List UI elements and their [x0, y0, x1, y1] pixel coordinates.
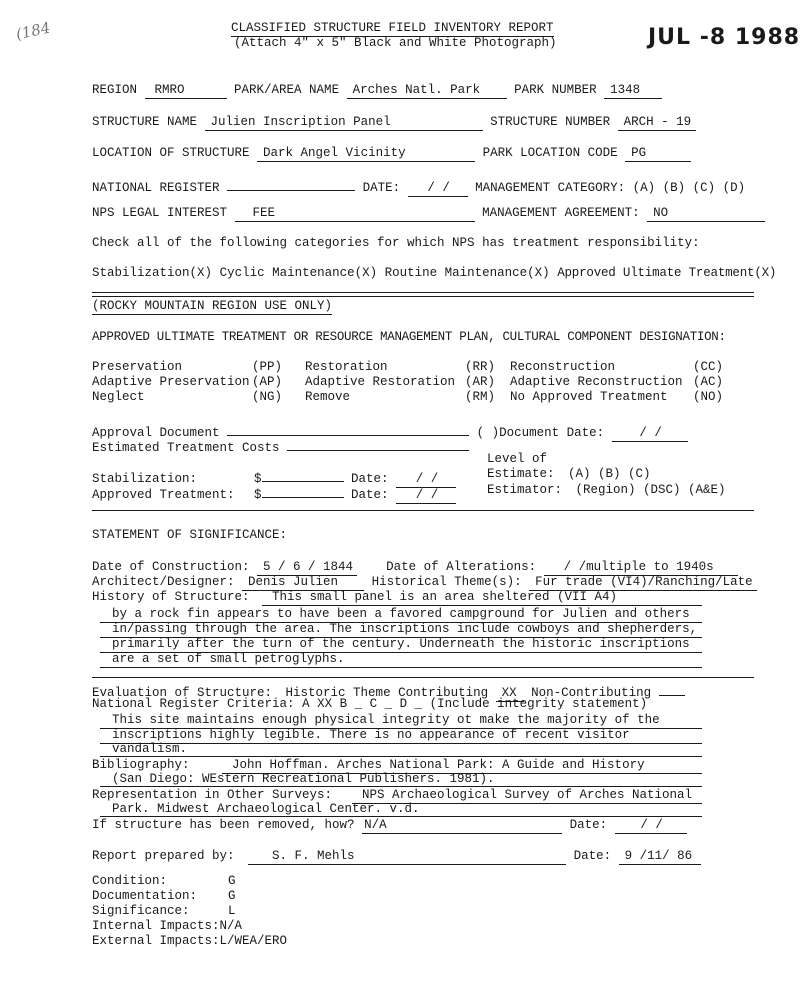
significance-row [92, 904, 236, 919]
historical-theme-label: Historical Theme(s): [371, 575, 522, 589]
stabilization-check-label: Stabilization [92, 266, 190, 280]
stabilization-date-field[interactable]: / / [396, 472, 456, 488]
section-divider-top-2 [92, 296, 754, 297]
level-of-label: Level of [487, 452, 548, 466]
condition-label: Condition: [92, 874, 168, 888]
date-of-construction-row [92, 560, 738, 576]
estimate-label: Estimate: [487, 467, 555, 481]
cyclic-maintenance-check[interactable] [220, 266, 378, 280]
integrity-rule-2 [100, 743, 702, 744]
integrity-line-3[interactable]: vandalism. [112, 742, 188, 756]
approved-treatment-date-field[interactable]: / / [396, 488, 456, 504]
section-divider-lower [92, 677, 754, 678]
document-date-field[interactable]: / / [612, 426, 688, 442]
integrity-rule-3 [100, 756, 702, 757]
legal-interest-label: NPS LEGAL INTEREST [92, 206, 228, 220]
park-location-code-field[interactable]: PG [625, 146, 691, 162]
history-line-5[interactable]: are a set of small petroglyphs. [112, 652, 345, 666]
stabilization-cost-label: Stabilization: [92, 472, 198, 486]
park-area-label: PARK/AREA NAME [234, 83, 340, 97]
date-of-alterations-label: Date of Alterations: [386, 560, 537, 574]
significance-value[interactable]: L [228, 904, 236, 918]
designation-rm[interactable]: Remove [305, 390, 351, 404]
designation-ar-code: (AR) [465, 375, 496, 389]
approval-document-field[interactable] [227, 421, 469, 436]
prepared-by-label: Report prepared by: [92, 849, 235, 863]
architect-label: Architect/Designer: [92, 575, 235, 589]
region-row [92, 83, 662, 99]
nr-criteria-field[interactable]: A XX B _ C _ D _ [302, 697, 423, 711]
history-label: History of Structure: [92, 590, 250, 604]
stabilization-check-mark: (X) [189, 266, 213, 280]
architect-row [92, 575, 757, 591]
documentation-row [92, 889, 236, 904]
estimated-costs-field[interactable] [287, 436, 469, 451]
history-rule-5 [100, 667, 702, 668]
designation-row-1 [92, 360, 723, 375]
estimated-costs-label: Estimated Treatment Costs [92, 441, 280, 455]
structure-number-label: STRUCTURE NUMBER [490, 115, 611, 129]
external-impacts-value[interactable]: L/WEA/ERO [219, 934, 288, 948]
removed-date-field[interactable]: / / [615, 818, 687, 834]
removed-field[interactable]: N/A [362, 818, 562, 834]
representation-line-1[interactable]: NPS Archaeological Survey of Arches National [362, 788, 693, 802]
routine-maintenance-check[interactable] [385, 266, 550, 280]
estimator-label: Estimator: [487, 483, 563, 497]
park-location-code-label: PARK LOCATION CODE [482, 146, 618, 160]
estimator-options[interactable]: (Region) (DSC) (A&E) [575, 483, 726, 497]
approved-ultimate-header: APPROVED ULTIMATE TREATMENT OR RESOURCE MANAGEMENT PLAN, CULTURAL COMPONENT DESIGNATION: [92, 330, 726, 344]
bibliography-label: Bibliography: [92, 758, 190, 772]
removed-row [92, 818, 687, 834]
non-contributing-field[interactable] [659, 681, 685, 696]
external-impacts-row [92, 934, 287, 949]
routine-maintenance-check-label: Routine Maintenance [384, 266, 528, 280]
margin-annotation: (184 [14, 18, 52, 44]
management-agreement-label: MANAGEMENT AGREEMENT: [482, 206, 640, 220]
history-line-1[interactable]: This small panel is an area sheltered (VII A4) [272, 590, 618, 604]
section-divider-middle [92, 510, 754, 511]
bibliography-line-1[interactable]: John Hoffman. Arches National Park: A Guide and History [232, 758, 645, 772]
contributing-field[interactable]: XX [496, 686, 524, 702]
designation-pp[interactable]: Preservation [92, 360, 183, 374]
representation-line-2[interactable]: Park. Midwest Archaeological Center. v.d. [112, 802, 420, 816]
internal-impacts-label: Internal Impacts: [92, 919, 220, 933]
date-of-construction-field[interactable]: 5 / 6 / 1844 [257, 560, 357, 576]
park-area-field[interactable]: Arches Natl. Park [347, 83, 507, 99]
designation-ap-code: (AP) [252, 375, 283, 389]
park-number-field[interactable]: 1348 [604, 83, 662, 99]
designation-ng-code: (NG) [252, 390, 283, 404]
history-line-4[interactable]: primarily after the turn of the century. Underneath the historic inscriptions [112, 637, 690, 651]
history-line-3[interactable]: in/passing through the area. The inscriptions include cowboys and shepherders, [112, 622, 698, 636]
estimated-costs-row [92, 436, 469, 456]
stabilization-currency: $ [254, 472, 262, 486]
designation-ap[interactable]: Adaptive Preservation [92, 375, 250, 389]
history-rule-1 [262, 605, 702, 606]
external-impacts-label: External Impacts: [92, 934, 220, 948]
evaluation-label: Evaluation of Structure: [92, 686, 273, 700]
national-register-field[interactable] [227, 176, 355, 191]
architect-field[interactable]: Denis Julien [242, 575, 364, 591]
integrity-line-2[interactable]: inscriptions highly legible. There is no appearance of recent visitor [112, 728, 630, 742]
prepared-date-field[interactable]: 9 /11/ 86 [619, 849, 701, 865]
designation-pp-code: (PP) [252, 360, 283, 374]
management-agreement-field[interactable]: NO [647, 206, 765, 222]
approved-treatment-currency: $ [254, 488, 262, 502]
significance-header: STATEMENT OF SIGNIFICANCE: [92, 528, 288, 542]
designation-cc-code: (CC) [693, 360, 724, 374]
location-row [92, 146, 691, 162]
region-field[interactable]: RMRO [145, 83, 227, 99]
internal-impacts-value[interactable]: N/A [219, 919, 243, 933]
significance-label: Significance: [92, 904, 190, 918]
designation-cc[interactable]: Reconstruction [510, 360, 616, 374]
legal-interest-field[interactable]: FEE [235, 206, 475, 222]
national-register-row [92, 176, 745, 197]
structure-number-field[interactable]: ARCH - 19 [618, 115, 696, 131]
approved-ultimate-treatment-check-label: Approved Ultimate Treatment [557, 266, 755, 280]
treatment-checks-row [92, 266, 776, 281]
estimate-row [487, 467, 651, 482]
historical-theme-field[interactable]: Fur trade (VI4)/Ranching/Late [529, 575, 757, 591]
check-instruction: Check all of the following categories for which NPS has treatment responsibility: [92, 236, 700, 250]
approved-treatment-cost-field[interactable] [262, 483, 344, 498]
approved-treatment-date-label: Date: [351, 488, 389, 502]
stabilization-cost-field[interactable] [262, 467, 344, 482]
received-date-stamp: JUL -8 1988 [648, 25, 800, 50]
nr-criteria-note: (Include integrity statement) [429, 697, 648, 711]
region-label: REGION [92, 83, 138, 97]
structure-name-row [92, 115, 696, 131]
designation-ac[interactable]: Adaptive Reconstruction [510, 375, 683, 389]
bibliography-line-2[interactable]: (San Diego: WEstern Recreational Publishers. 1981). [112, 772, 495, 786]
management-category-label: MANAGEMENT CATEGORY: [475, 181, 626, 195]
date-of-construction-label: Date of Construction: [92, 560, 250, 574]
approved-ultimate-treatment-check-mark: (X) [754, 266, 777, 280]
routine-maintenance-check-mark: (X) [527, 266, 550, 280]
history-line-2[interactable]: by a rock fin appears to have been a favored campground for Julien and others [112, 607, 690, 621]
designation-rr[interactable]: Restoration [305, 360, 388, 374]
prepared-by-field[interactable]: S. F. Mehls [248, 849, 566, 865]
designation-ar[interactable]: Adaptive Restoration [305, 375, 456, 389]
estimate-options[interactable]: (A) (B) (C) [568, 467, 651, 481]
national-register-date-field[interactable]: / / [408, 181, 468, 197]
designation-no-code: (NO) [693, 390, 724, 404]
cyclic-maintenance-check-mark: (X) [354, 266, 378, 280]
condition-value[interactable]: G [228, 874, 236, 888]
approval-document-label: Approval Document [92, 426, 220, 440]
location-field[interactable]: Dark Angel Vicinity [257, 146, 475, 162]
non-contributing-label: Non-Contributing [531, 686, 652, 700]
structure-name-label: STRUCTURE NAME [92, 115, 198, 129]
condition-row [92, 874, 236, 889]
approved-ultimate-treatment-check[interactable] [557, 266, 776, 280]
rocky-mountain-header: (ROCKY MOUNTAIN REGION USE ONLY) [92, 299, 333, 313]
designation-ac-code: (AC) [693, 375, 724, 389]
approved-treatment-cost-row [92, 483, 456, 504]
designation-rr-code: (RR) [465, 360, 496, 374]
documentation-label: Documentation: [92, 889, 198, 903]
documentation-value[interactable]: G [228, 889, 236, 903]
nr-criteria-label: National Register Criteria: [92, 697, 295, 711]
removed-date-label: Date: [569, 818, 608, 832]
park-number-label: PARK NUMBER [514, 83, 597, 97]
section-divider-top [92, 292, 754, 293]
prepared-by-row [92, 849, 701, 865]
estimator-row [487, 483, 726, 498]
designation-ng[interactable]: Neglect [92, 390, 145, 404]
stabilization-date-label: Date: [351, 472, 389, 486]
designation-no[interactable]: No Approved Treatment [510, 390, 668, 404]
form-title: CLASSIFIED STRUCTURE FIELD INVENTORY REPORT [231, 21, 554, 35]
date-of-alterations-field[interactable]: / /multiple to 1940s [544, 560, 738, 576]
document-date-label: ( )Document Date: [476, 426, 605, 440]
national-register-label: NATIONAL REGISTER [92, 181, 220, 195]
representation-rule-2 [100, 816, 702, 817]
stabilization-check[interactable] [92, 266, 212, 280]
historic-theme-contributing-label: Historic Theme Contributing [285, 686, 489, 700]
legal-interest-row [92, 206, 765, 222]
designation-rm-code: (RM) [465, 390, 496, 404]
national-register-date-label: DATE: [362, 181, 401, 195]
designation-row-2 [92, 375, 723, 390]
integrity-line-1[interactable]: This site maintains enough physical integrity ot make the majority of the [112, 713, 660, 727]
prepared-date-label: Date: [573, 849, 612, 863]
removed-label: If structure has been removed, how? [92, 818, 355, 832]
internal-impacts-row [92, 919, 242, 934]
location-label: LOCATION OF STRUCTURE [92, 146, 250, 160]
management-category-options[interactable]: (A) (B) (C) (D) [632, 181, 746, 195]
designation-row-3 [92, 390, 723, 405]
representation-label: Representation in Other Surveys: [92, 788, 333, 802]
form-subtitle: (Attach 4" x 5" Black and White Photograph) [234, 36, 557, 50]
approved-treatment-cost-label: Approved Treatment: [92, 488, 235, 502]
structure-name-field[interactable]: Julien Inscription Panel [205, 115, 483, 131]
nr-criteria-row [92, 697, 647, 712]
cyclic-maintenance-check-label: Cyclic Maintenance [219, 266, 355, 280]
bibliography-rule-2 [100, 786, 702, 787]
